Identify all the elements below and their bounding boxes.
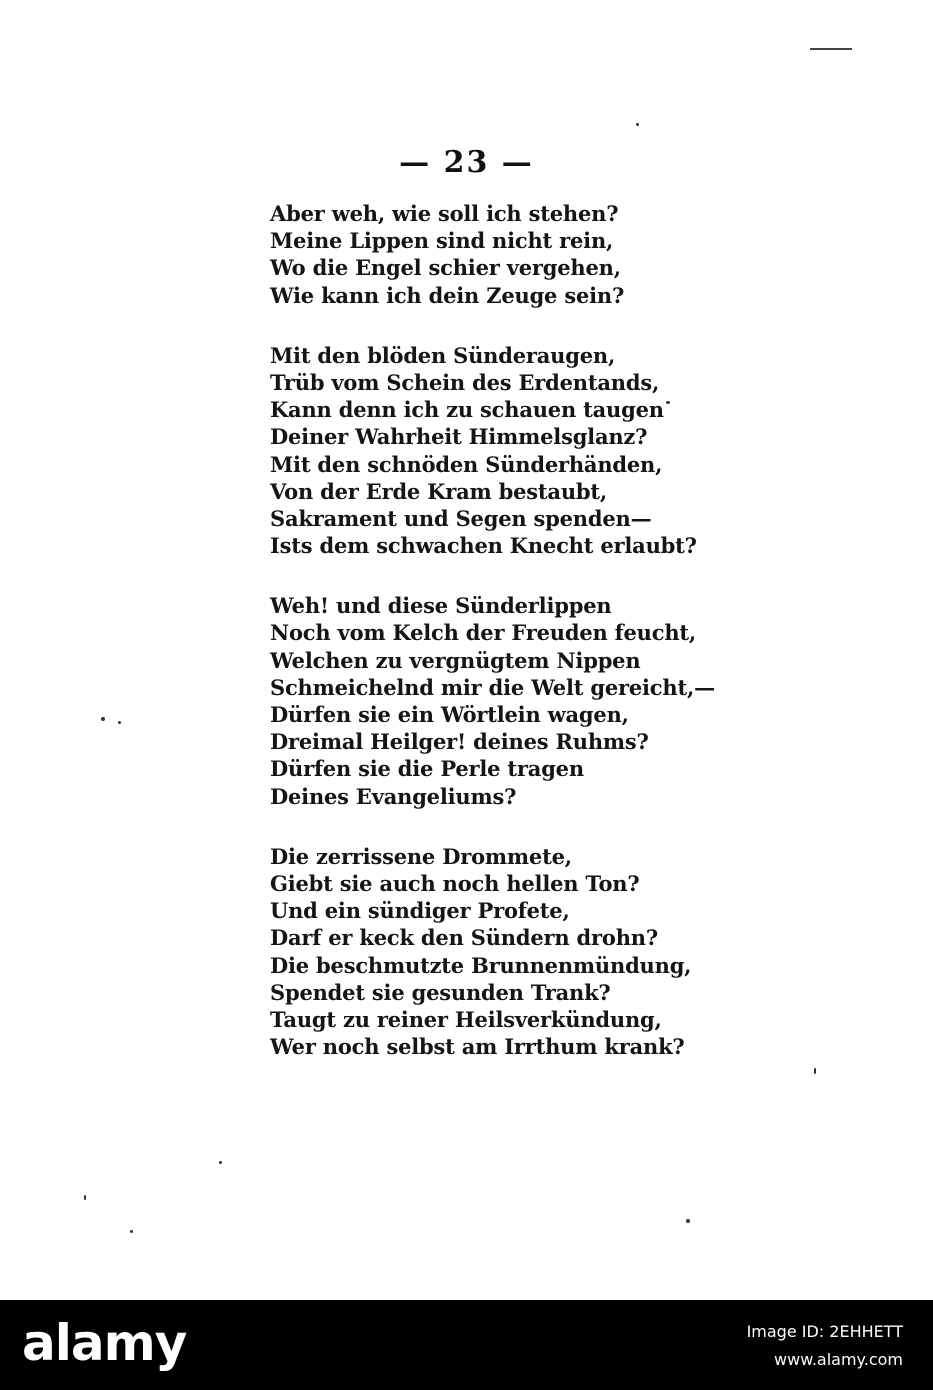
poem-line: Und ein sündiger Profete,: [270, 898, 570, 924]
stanza-1: [270, 200, 730, 309]
corner-rule-mark: [810, 48, 852, 50]
poem-line: Welchen zu vergnügtem Nippen: [270, 647, 641, 673]
poem: [270, 200, 730, 1093]
stanza-2: [270, 342, 730, 560]
poem-line: Wie kann ich dein Zeuge sein?: [270, 282, 625, 308]
poem-line: Dürfen sie die Perle tragen: [270, 756, 584, 782]
poem-line: Sakrament und Segen spenden—: [270, 505, 652, 531]
poem-line: Meine Lippen sind nicht rein,: [270, 228, 614, 254]
watermark-footer: [0, 1300, 933, 1390]
poem-line: Die beschmutzte Brunnenmündung,: [270, 952, 692, 978]
poem-line: Wo die Engel schier vergehen,: [270, 255, 621, 281]
speck: [636, 123, 639, 126]
speck: [130, 1230, 133, 1233]
page-number: — 23 —: [399, 145, 534, 180]
poem-line: Von der Erde Kram bestaubt,: [270, 478, 607, 504]
poem-line: Mit den schnöden Sünderhänden,: [270, 451, 663, 477]
poem-line: Spendet sie gesunden Trank?: [270, 979, 611, 1005]
poem-line: Die zerrissene Drommete,: [270, 843, 572, 869]
speck: [219, 1161, 222, 1164]
poem-line: Dreimal Heilger! deines Ruhms?: [270, 729, 649, 755]
poem-line: Deiner Wahrheit Himmelsglanz?: [270, 424, 648, 450]
speck: [814, 1068, 816, 1074]
alamy-logo: alamy: [22, 1314, 187, 1372]
speck: [101, 717, 105, 721]
footer-url: www.alamy.com: [774, 1350, 903, 1369]
poem-line: Wer noch selbst am Irrthum krank?: [270, 1034, 685, 1060]
stanza-4: [270, 843, 730, 1061]
speck: [686, 1219, 690, 1223]
poem-line: Weh! und diese Sünderlippen: [270, 593, 612, 619]
speck: [84, 1195, 86, 1200]
poem-line: Noch vom Kelch der Freuden feucht,: [270, 620, 697, 646]
poem-line: Mit den blöden Sünderaugen,: [270, 342, 616, 368]
image-id-label: Image ID: 2EHHETT: [746, 1322, 903, 1341]
poem-line: Deines Evangeliums?: [270, 783, 517, 809]
poem-line: Trüb vom Schein des Erdentands,: [270, 369, 660, 395]
poem-line: Taugt zu reiner Heilsverkündung,: [270, 1006, 662, 1032]
poem-line: Aber weh, wie soll ich stehen?: [270, 201, 619, 226]
poem-line: Ists dem schwachen Knecht erlaubt?: [270, 533, 697, 559]
stanza-3: [270, 592, 730, 810]
poem-line: Giebt sie auch noch hellen Ton?: [270, 870, 640, 896]
poem-line: Dürfen sie ein Wörtlein wagen,: [270, 702, 629, 727]
poem-line: Schmeichelnd mir die Welt gereicht,—: [270, 674, 715, 700]
speck: [118, 721, 121, 724]
poem-line: Kann denn ich zu schauen taugen: [270, 397, 664, 423]
poem-line: Darf er keck den Sündern drohn?: [270, 925, 658, 951]
